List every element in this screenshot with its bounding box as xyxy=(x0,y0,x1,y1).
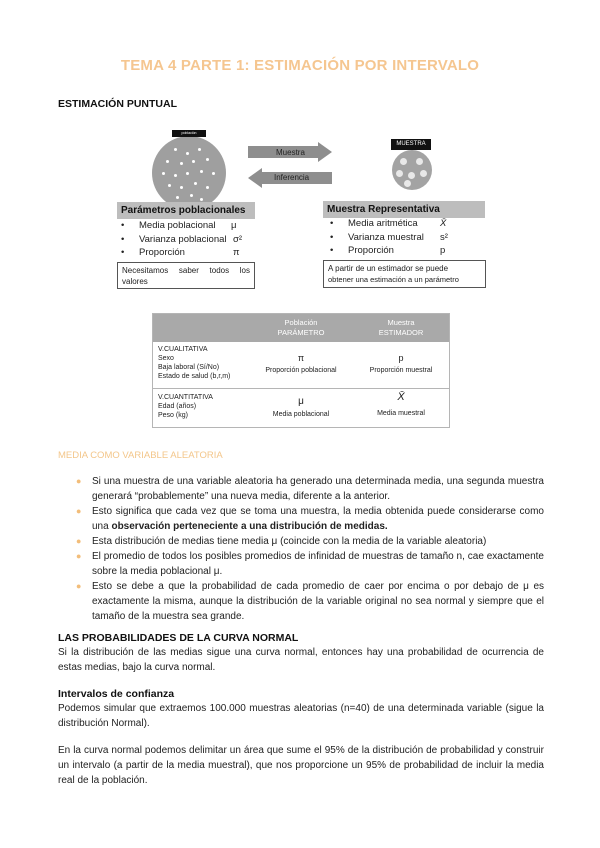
list-item: ● Esto se debe a que la probabilidad de cada promedio de caer por encima o por debajo de μ es exactamente la misma, aunque la distribución de la variable original no sea normal y siempre que el tamaño de la muestra sea grande. xyxy=(76,581,544,622)
sample-list: • Media aritmética X̄ • Varianza muestral s² • Proporción p xyxy=(330,218,448,256)
param-header: Parámetros poblacionales xyxy=(117,202,255,219)
subheading-intervalos: Intervalos de confianza xyxy=(58,688,175,700)
page-title: TEMA 4 PARTE 1: ESTIMACIÓN POR INTERVALO xyxy=(120,57,480,74)
population-label: población xyxy=(172,130,206,137)
list-item: ● El promedio de todos los posibles promedios de infinidad de muestras de tamaño n, cae exactamente sobre la media poblacional μ. xyxy=(76,551,544,577)
list-item: ● Si una muestra de una variable aleatoria ha generado una determinada media, una segunda muestra generará “probablemente” una nueva media, diferente a la anterior. xyxy=(76,476,544,502)
arrow-muestra-label: Muestra xyxy=(276,148,305,157)
section-heading-estimacion-puntual: ESTIMACIÓN PUNTUAL xyxy=(58,98,177,110)
table-row: V.CUANTITATIVA Edad (años) Peso (kg) μ Media poblacional X̄ Media muestral xyxy=(158,391,425,419)
sample-note: A partir de un estimador se puede obtener una estimación a un parámetro xyxy=(323,260,486,288)
sample-label: MUESTRA xyxy=(391,139,431,150)
sample-circle xyxy=(392,150,432,190)
estimators-table xyxy=(152,313,450,428)
param-list: • Media poblacional μ • Varianza poblacional σ² • Proporción π xyxy=(121,220,243,258)
section-heading-media: MEDIA COMO VARIABLE ALEATORIA xyxy=(58,450,223,461)
section-heading-probabilidades: LAS PROBABILIDADES DE LA CURVA NORMAL xyxy=(58,632,299,644)
prob-paragraph: Si la distribución de las medias sigue una curva normal, entonces hay una probabilidad de ocurrencia de estas medias, bajo la curva normal. xyxy=(58,647,544,673)
param-note: Necesitamos saber todos los valores xyxy=(117,262,255,289)
table-row: V.CUALITATIVA Sexo Baja laboral (Sí/No) Estado de salud (b,r,m) π Proporción poblacional p Proporción muestral xyxy=(153,342,449,389)
media-bullets xyxy=(72,474,544,624)
sample-header: Muestra Representativa xyxy=(323,201,485,218)
list-item: ● Esto significa que cada vez que se toma una muestra, la media obtenida puede considerarse como una observación perteneciente a una distribución de medidas. xyxy=(76,506,544,532)
table-header: Población PARÁMETRO Muestra ESTIMADOR xyxy=(153,314,449,342)
intervalos-paragraph: Podemos simular que extraemos 100.000 muestras aleatorias (n=40) de una determinada variable (sigue la distribución Normal). xyxy=(58,703,544,729)
curva-paragraph: En la curva normal podemos delimitar un área que sume el 95% de la distribución de probabilidad y construir un intervalo (a partir de la media muestral), que nos proporcione un 95% de probabilidad de incluir la media real de la población. xyxy=(58,745,544,786)
list-item: ● Esta distribución de medias tiene media μ (coincide con la media de la variable aleatoria) xyxy=(76,536,487,547)
population-circle xyxy=(152,131,226,210)
arrow-inferencia-label: Inferencia xyxy=(274,173,310,182)
